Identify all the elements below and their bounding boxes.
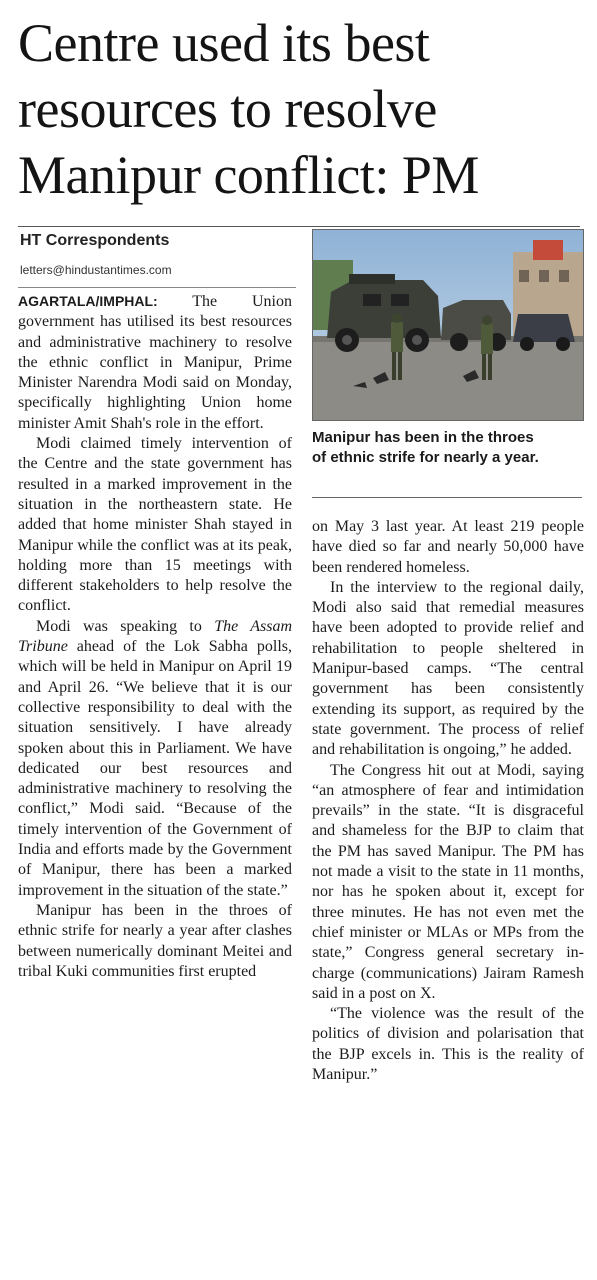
article-paragraph-5: In the interview to the regional daily, Modi also said that remedial measures have been adopted to provide relief and rehabilitation to people sheltered in Manipur-based camps. “The central government has been consistently extending its support, as required by the state government. The process of relief and rehabilitation is ongoing,” he added. [312,578,584,759]
paragraph-3-text-a: Modi was speaking to [36,617,215,635]
article-paragraph-4-continued: on May 3 last year. At least 219 people have died so far and nearly 50,000 have been rendered homeless. [312,518,584,576]
byline: HT Correspondents [20,232,170,249]
armored-vehicles-street-photo [313,230,583,420]
headline: Centre used its best resources to resolve Manipur conflict: PM [18,13,479,205]
article-paragraph-7: “The violence was the result of the politics of division and polarisation that the BJP excels in. This is the reality of Manipur.” [312,1005,584,1084]
article-paragraph-6: The Congress hit out at Modi, saying “an atmosphere of fear and intimidation prevails” in the state. “It is disgraceful and shameless for the BJP to claim that the PM has saved Manipur. The PM has not made a visit to the state in 11 months, nor has he spoken about it, except for three minutes. He has not even met the chief minister or MLAs or MPs from the state,” Congress general secretary in-charge (communications) Jairam Ramesh said in a post on X. [312,761,584,1002]
paragraph-3-text-b: ahead of the Lok Sabha polls, which will be held in Manipur on April 19 and April 26. “We believe that it is our collective responsibility to deal with the situation sensitively. I have already spoken about this in Parliament. We have dedicated our best resources and administrative machinery to resolving the conflict,” Modi said. “Because of the timely intervention of the Government of India and efforts made by the Government of Manipur, there has been a marked improvement in the situation of the state.” [18,638,292,899]
headline-rule [18,226,580,227]
news-photo [312,229,584,421]
article-column-1 [18,291,292,982]
byline-rule [18,287,296,288]
photo-caption: Manipur has been in the throes of ethnic strife for nearly a year. [312,429,539,466]
dateline: AGARTALA/IMPHAL: [18,293,158,309]
paragraph-1-text: The Union government has utilised its best resources and administrative machinery to resolve the ethnic conflict in Manipur, Prime Minister Narendra Modi said on Monday, specifically highlighting Union home minister Amit Shah's role in the effort. [18,293,292,432]
article-paragraph-2: Modi claimed timely intervention of the Centre and the state government has resulted in a marked improvement in the situation in the northeastern state. He added that home minister Shah stayed in Manipur while the conflict was at its peak, holding more than 15 meetings with different stakeholders to help resolve the conflict. [18,435,292,615]
article-paragraph-1 [18,291,292,434]
article-paragraph-4: Manipur has been in the throes of ethnic strife for nearly a year after clashes between numerically dominant Meitei and tribal Kuki communities first erupted [18,901,292,980]
article-paragraph-3 [18,617,292,901]
byline-email: letters@hindustantimes.com [20,263,172,277]
article-column-2 [312,517,584,1085]
caption-rule [312,497,582,498]
publication-name: The Assam Tribune [18,617,293,656]
